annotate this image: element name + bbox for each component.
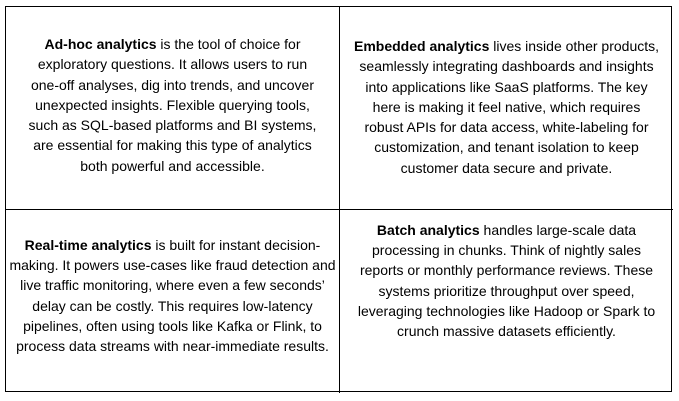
cell-term: Embedded analytics bbox=[353, 38, 490, 55]
cell-description: lives inside other products, seamlessly integrating dashboards and insights into applications like SaaS platforms. The key here is making it feel native, which requires robust APIs for data access, white-labeling for customization, and tenant isolation to keep customer data secure and private. bbox=[359, 38, 660, 176]
table-cell-batch bbox=[340, 210, 673, 393]
cell-paragraph bbox=[354, 36, 660, 177]
table-cell-embedded bbox=[340, 7, 673, 210]
cell-paragraph bbox=[23, 34, 323, 175]
cell-term: Real-time analytics bbox=[24, 236, 152, 253]
cell-description: handles large-scale data processing in chunks. Think of nightly sales reports or monthly performance reviews. These systems prioritize throughput over speed, leveraging technologies like Hadoop or Spark to crunch massive datasets efficiently. bbox=[357, 221, 656, 339]
cell-description: is built for instant decision-making. It powers use-cases like fraud detection and live traffic monitoring, where even a few seconds’ delay can be costly. This requires low-latency pipelines, often using tools like Kafka or Flink, to process data streams with near-immediate results. bbox=[9, 236, 336, 354]
table-cell-real-time bbox=[6, 210, 340, 393]
analytics-types-table bbox=[5, 6, 672, 392]
cell-description: is the tool of choice for exploratory questions. It allows users to run one-off analyses, dig into trends, and uncover unexpected insights. Flexible querying tools, such as SQL-based platforms and BI systems, are essential for making this type of analytics both powerful and accessible. bbox=[28, 36, 317, 174]
cell-term: Ad-hoc analytics bbox=[44, 36, 157, 53]
cell-paragraph bbox=[356, 220, 658, 341]
cell-term: Batch analytics bbox=[376, 221, 480, 238]
table-cell-ad-hoc bbox=[6, 7, 340, 210]
cell-paragraph bbox=[8, 235, 338, 356]
